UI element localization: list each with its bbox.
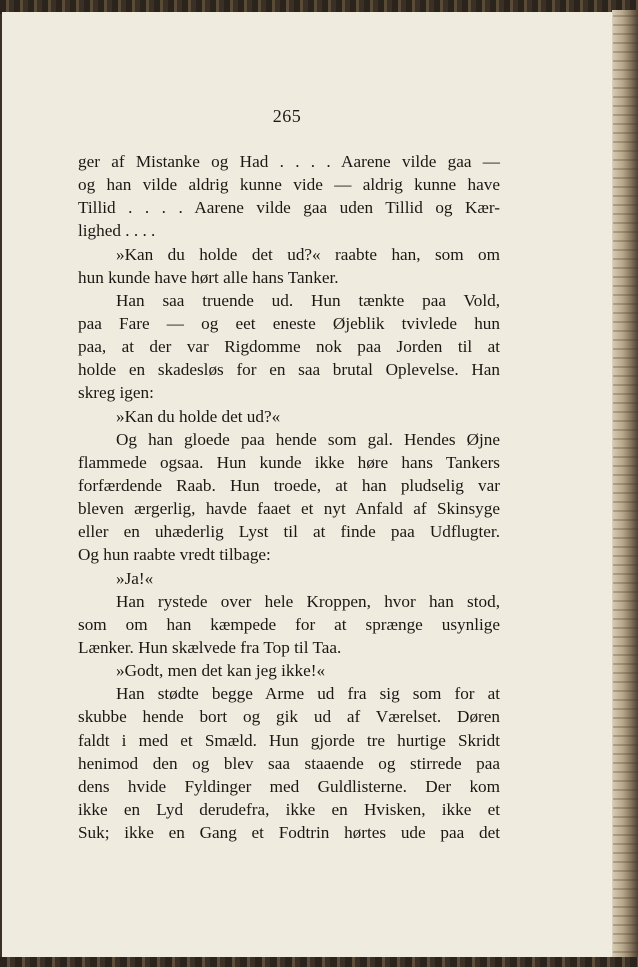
text-line: faldt i med et Smæld. Hun gjorde tre hurtige Skridt: [78, 730, 500, 750]
text-line: Han rystede over hele Kroppen, hvor han stod,: [116, 591, 500, 611]
text-line: »Kan du holde det ud?«: [116, 406, 281, 426]
text-line: Suk; ikke en Gang et Fodtrin hørtes ude paa det: [78, 823, 500, 843]
text-line: holde en skadesløs for en saa brutal Oplevelse. Han: [78, 360, 500, 380]
book-bottom-edge: [0, 957, 638, 967]
text-line: »Kan du holde det ud?« raabte han, som om: [116, 244, 500, 264]
book-page: [2, 12, 613, 960]
text-line: Tillid . . . . Aarene vilde gaa uden Tillid og Kær-: [78, 198, 500, 218]
text-line: lighed . . . .: [78, 221, 156, 241]
text-line: paa, at der var Rigdomme nok paa Jorden til at: [78, 337, 500, 357]
text-line: bleven ærgerlig, havde faaet et nyt Anfald af Skinsyge: [78, 499, 500, 519]
text-line: »Godt, men det kan jeg ikke!«: [116, 661, 326, 681]
text-line: hun kunde have hørt alle hans Tanker.: [78, 267, 339, 287]
text-line: forfærdende Raab. Hun troede, at han pludselig var: [78, 475, 500, 495]
page-number: 265: [272, 106, 302, 126]
text-line: eller en uhæderlig Lyst til at finde paa Udflugter.: [78, 522, 500, 542]
text-line: ger af Mistanke og Had . . . . Aarene vilde gaa —: [78, 152, 500, 171]
book-gutter: [612, 10, 638, 962]
text-line: skreg igen:: [78, 383, 154, 403]
text-line: Han stødte begge Arme ud fra sig som for at: [116, 684, 500, 704]
text-line: Lænker. Hun skælvede fra Top til Taa.: [78, 637, 342, 657]
text-line: Og han gloede paa hende som gal. Hendes Øjne: [116, 429, 500, 449]
text-line: som om han kæmpede for at sprænge usynlige: [78, 614, 500, 634]
text-line: skubbe hende bort og gik ud af Værelset. Døren: [78, 707, 500, 727]
text-line: Han saa truende ud. Hun tænkte paa Vold,: [116, 290, 500, 310]
text-line: dens hvide Fyldinger med Guldlisterne. Der kom: [78, 776, 500, 796]
body-text: [78, 150, 500, 844]
text-line: flammede ogsaa. Hun kunde ikke høre hans Tankers: [78, 452, 500, 472]
text-line: Og hun raabte vredt tilbage:: [78, 545, 271, 565]
text-line: henimod den og blev saa staaende og stirrede paa: [78, 753, 500, 773]
text-line: »Ja!«: [116, 568, 154, 588]
text-line: paa Fare — og eet eneste Øjeblik tvivlede hun: [78, 313, 500, 333]
text-line: ikke en Lyd derudefra, ikke en Hvisken, ikke et: [78, 799, 500, 819]
text-line: og han vilde aldrig kunne vide — aldrig kunne have: [78, 175, 500, 195]
